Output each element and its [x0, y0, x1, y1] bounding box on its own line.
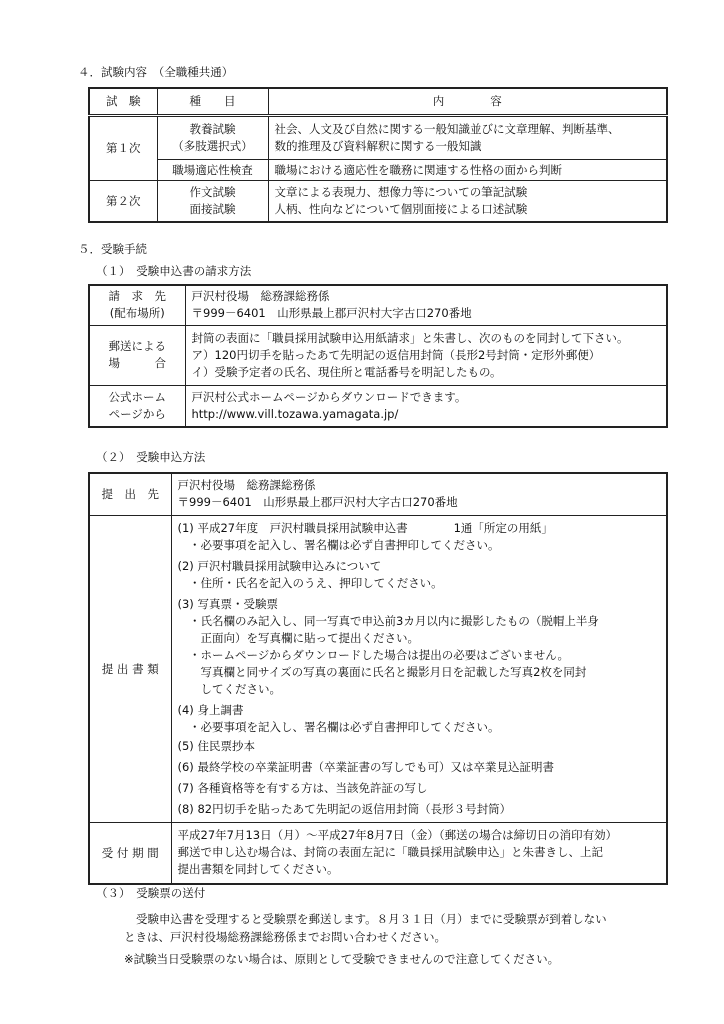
label-period: 受 付 期 間 — [89, 822, 171, 884]
doc-item: (4) 身上調書 — [177, 702, 244, 717]
exam-content-aptitude: 職場における適応性を職務に関連する性格の面から判断 — [268, 159, 667, 180]
application-method-table — [88, 472, 668, 885]
section5-heading: ５．受験手続 — [78, 242, 147, 256]
exam-content-table — [88, 87, 668, 223]
doc-note: 写真欄と同サイズの写真の裏面に氏名と撮影月日を記載した写真2枚を同封 — [177, 664, 587, 679]
homepage-url[interactable]: http://www.vill.tozawa.yamagata.jp/ — [191, 406, 399, 421]
header-content: 内 容 — [268, 88, 667, 115]
section4-heading: ４．試験内容 （全職種共通） — [78, 65, 234, 79]
sub3-body-line2: ときは、戸沢村役場総務課総務係までお問い合わせください。 — [124, 930, 446, 944]
sub3-heading: （３） 受験票の送付 — [96, 886, 206, 900]
sub2-heading: （２） 受験申込方法 — [96, 450, 206, 464]
stage-second: 第２次 — [89, 180, 157, 222]
doc-item: (1) 平成27年度 戸沢村職員採用試験申込書 1通「所定の用紙」 — [177, 520, 553, 535]
header-type: 種 目 — [157, 88, 268, 115]
sub1-heading: （１） 受験申込書の請求方法 — [96, 264, 252, 278]
label-request-dest: 請 求 先 (配布場所) — [89, 285, 185, 325]
exam-content-second: 文章による表現力、想像力等についての筆記試験 人柄、性向などについて個別面接による口述試験 — [268, 180, 667, 222]
label-homepage: 公式ホーム ページから — [89, 385, 185, 427]
doc-note: ・ホームページからダウンロードした場合は提出の必要はございません。 — [177, 647, 569, 662]
doc-note: ・住所・氏名を記入のうえ、押印してください。 — [177, 575, 443, 590]
sub3-body-line1: 受験申込書を受理すると受験票を郵送します。８月３１日（月）までに受験票が到着しない — [136, 912, 607, 926]
label-by-mail: 郵送による 場 合 — [89, 325, 185, 385]
content-request-dest: 戸沢村役場 総務課総務係 〒999－6401 山形県最上郡戸沢村大字古口270番地 — [185, 285, 667, 325]
label-submit-dest: 提 出 先 — [89, 473, 171, 515]
stage-first: 第１次 — [89, 115, 157, 180]
doc-note: ・氏名欄のみ記入し、同一写真で申込前3カ月以内に撮影したもの（脱帽上半身 — [177, 613, 599, 628]
exam-type-general: 教養試験 （多肢選択式） — [157, 115, 268, 159]
exam-type-second: 作文試験 面接試験 — [157, 180, 268, 222]
doc-note: ・必要事項を記入し、署名欄は必ず自書押印してください。 — [177, 719, 500, 734]
content-homepage: 戸沢村公式ホームページからダウンロードできます。 http://www.vill.tozawa.yamagata.jp/ — [185, 385, 667, 427]
content-documents — [171, 515, 667, 822]
doc-note: 正面向）を写真欄に貼って提出ください。 — [177, 630, 419, 645]
doc-item: (2) 戸沢村職員採用試験申込みについて — [177, 558, 382, 573]
content-submit-dest: 戸沢村役場 総務課総務係 〒999－6401 山形県最上郡戸沢村大字古口270番地 — [171, 473, 667, 515]
doc-item: (5) 住民票抄本 — [177, 738, 255, 753]
content-period: 平成27年7月13日（月）～平成27年8月7日（金）（郵送の場合は締切日の消印有効） 郵送で申し込む場合は、封筒の表面左記に「職員採用試験申込」と朱書きし、上記 提出書類を同封してください。 — [171, 822, 667, 884]
request-method-table — [88, 284, 668, 428]
doc-note: してください。 — [177, 681, 281, 696]
doc-item: (7) 各種資格等を有する方は、当該免許証の写し — [177, 780, 428, 795]
doc-note: ・必要事項を記入し、署名欄は必ず自書押印してください。 — [177, 537, 500, 552]
header-exam: 試 験 — [89, 88, 157, 115]
exam-content-general: 社会、人文及び自然に関する一般知識並びに文章理解、判断基準、 数的推理及び資料解釈に関する一般知識 — [268, 115, 667, 159]
doc-item: (6) 最終学校の卒業証明書（卒業証書の写しでも可）又は卒業見込証明書 — [177, 759, 554, 774]
sub3-note: ※試験当日受験票のない場合は、原則として受験できませんので注意してください。 — [124, 952, 560, 966]
doc-item: (3) 写真票・受験票 — [177, 596, 278, 611]
content-by-mail: 封筒の表面に「職員採用試験申込用紙請求」と朱書し、次のものを同封して下さい。 ア）120円切手を貼ったあて先明記の返信用封筒（長形2号封筒・定形外郵便） イ）受験予定者の氏名、現住所と電話番号を明記したもの。 — [185, 325, 667, 385]
exam-type-aptitude: 職場適応性検査 — [157, 159, 268, 180]
doc-item: (8) 82円切手を貼ったあて先明記の返信用封筒（長形３号封筒） — [177, 801, 512, 816]
label-documents: 提 出 書 類 — [89, 515, 171, 822]
